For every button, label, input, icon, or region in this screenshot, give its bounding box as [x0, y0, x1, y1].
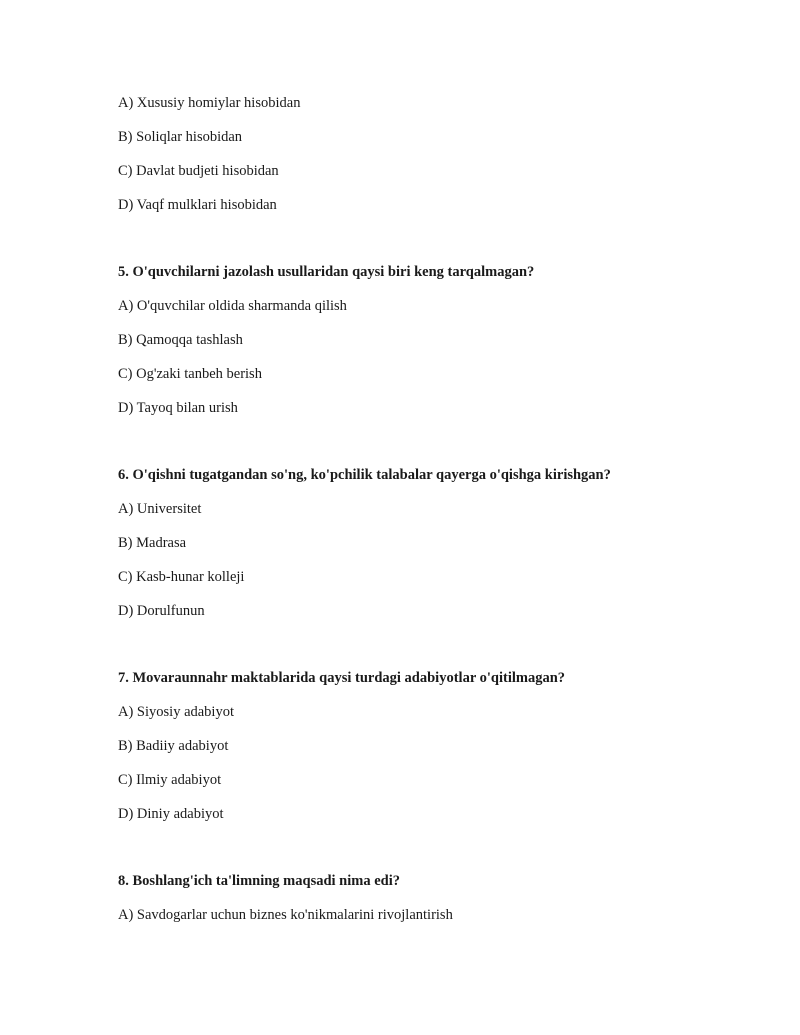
q7-option-d: D) Diniy adabiyot: [118, 806, 224, 822]
q6-option-a: A) Universitet: [118, 501, 202, 517]
q7-option-a: A) Siyosiy adabiyot: [118, 704, 234, 720]
q6-question: 6. O'qishni tugatgandan so'ng, ko'pchilik talabalar qayerga o'qishga kirishgan?: [118, 467, 611, 483]
q4-option-d: D) Vaqf mulklari hisobidan: [118, 197, 277, 213]
q5-option-c: C) Og'zaki tanbeh berish: [118, 366, 262, 382]
q4-option-a: A) Xususiy homiylar hisobidan: [118, 95, 301, 111]
q7-option-b: B) Badiiy adabiyot: [118, 738, 229, 754]
q6-option-b: B) Madrasa: [118, 535, 187, 551]
q8-question: 8. Boshlang'ich ta'limning maqsadi nima edi?: [118, 873, 401, 889]
q5-option-a: A) O'quvchilar oldida sharmanda qilish: [118, 298, 347, 314]
q4-option-b: B) Soliqlar hisobidan: [118, 129, 243, 145]
q5-option-d: D) Tayoq bilan urish: [118, 400, 238, 416]
q6-option-c: C) Kasb-hunar kolleji: [118, 569, 245, 585]
q7-option-c: C) Ilmiy adabiyot: [118, 772, 222, 788]
q8-option-a: A) Savdogarlar uchun biznes ko'nikmalarini rivojlantirish: [118, 907, 453, 923]
q6-option-d: D) Dorulfunun: [118, 603, 205, 619]
q5-option-b: B) Qamoqqa tashlash: [118, 332, 243, 348]
q5-question: 5. O'quvchilarni jazolash usullaridan qaysi biri keng tarqalmagan?: [118, 264, 535, 280]
q4-option-c: C) Davlat budjeti hisobidan: [118, 163, 279, 179]
q7-question: 7. Movaraunnahr maktablarida qaysi turdagi adabiyotlar o'qitilmagan?: [118, 670, 566, 686]
